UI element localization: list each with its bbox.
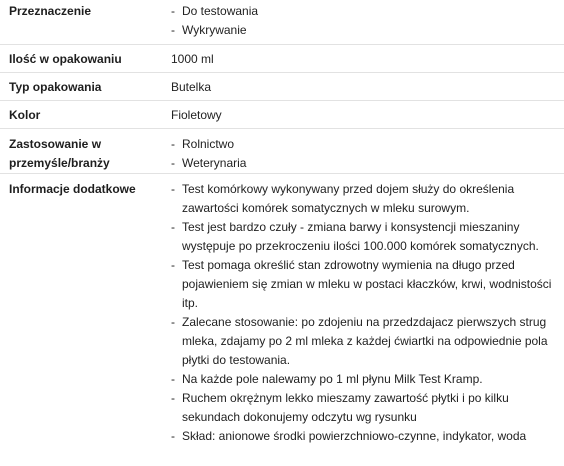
spec-value-zastosowanie — [160, 135, 564, 173]
list-item-text: Test komórkowy wykonywany przed dojem służy do określenia zawartości komórek somatycznych w mleku surowym. — [182, 182, 515, 215]
list-item — [171, 313, 564, 370]
list-item-text: Ruchem okrężnym lekko mieszamy zawartość płytki i po kilku sekundach dokonujemy odczytu wg rysunku — [182, 391, 509, 424]
bullet-dash: - — [171, 220, 175, 234]
bullet-dash: - — [171, 23, 175, 37]
bullet-list — [171, 2, 564, 40]
bullet-dash: - — [171, 4, 175, 18]
list-item-text: Na każde pole nalewamy po 1 ml płynu Milk Test Kramp. — [182, 372, 483, 386]
bullet-dash: - — [171, 391, 175, 405]
bullet-dash: - — [171, 156, 175, 170]
spec-label-zastosowanie — [0, 135, 160, 173]
bullet-dash: - — [171, 372, 175, 386]
bullet-dash: - — [171, 429, 175, 443]
list-item-text: Test jest bardzo czuły - zmiana barwy i konsystencji mieszaniny występuje po przekroczeniu ilości 100.000 komórek somatycznych. — [182, 220, 539, 253]
list-item — [171, 180, 564, 218]
list-item-text: Wykrywanie — [182, 23, 247, 37]
spec-row-przeznaczenie — [0, 0, 564, 45]
spec-row-zastosowanie — [0, 129, 564, 174]
spec-row-ilosc — [0, 45, 564, 73]
list-item-text: Do testowania — [182, 4, 259, 18]
spec-label-line: Zastosowanie w — [9, 137, 102, 151]
spec-label-info: Informacje dodatkowe — [9, 182, 136, 196]
spec-label-ilosc: Ilość w opakowaniu — [9, 52, 122, 66]
list-item-text: Zalecane stosowanie: po zdojeniu na przedzdajacz pierwszych strug mleka, zdajamy po 2 ml mleka z każdej ćwiartki na odpowiednie pola płytki do testowania. — [182, 315, 548, 367]
list-item-text: Rolnictwo — [182, 137, 235, 151]
list-item — [171, 427, 564, 446]
list-item — [171, 256, 564, 313]
bullet-dash: - — [171, 258, 175, 272]
spec-value-kolor: Fioletowy — [171, 108, 222, 122]
spec-label-typ: Typ opakowania — [9, 80, 102, 94]
list-item — [171, 21, 564, 40]
bullet-dash: - — [171, 137, 175, 151]
bullet-list — [171, 180, 564, 446]
spec-row-typ — [0, 73, 564, 101]
spec-label-kolor: Kolor — [9, 108, 41, 122]
bullet-dash: - — [171, 315, 175, 329]
list-item-text: Skład: anionowe środki powierzchniowo-czynne, indykator, woda — [182, 429, 527, 443]
list-item — [171, 154, 564, 173]
list-item — [171, 389, 564, 427]
list-item — [171, 370, 564, 389]
spec-row-kolor — [0, 101, 564, 129]
list-item-text: Weterynaria — [182, 156, 247, 170]
list-item — [171, 218, 564, 256]
bullet-list — [171, 135, 564, 173]
bullet-dash: - — [171, 182, 175, 196]
spec-value-przeznaczenie — [160, 2, 564, 44]
spec-value-ilosc: 1000 ml — [171, 52, 214, 66]
list-item — [171, 135, 564, 154]
spec-value-typ: Butelka — [171, 80, 212, 94]
spec-value-info — [160, 180, 564, 465]
spec-row-info — [0, 174, 564, 465]
list-item — [171, 2, 564, 21]
spec-label-line: przemyśle/branży — [9, 156, 110, 170]
spec-label-przeznaczenie: Przeznaczenie — [9, 4, 92, 18]
list-item-text: Test pomaga określić stan zdrowotny wymienia na długo przed pojawieniem się zmian w mleku w postaci kłaczków, krwi, wodnistości itp. — [182, 258, 552, 310]
